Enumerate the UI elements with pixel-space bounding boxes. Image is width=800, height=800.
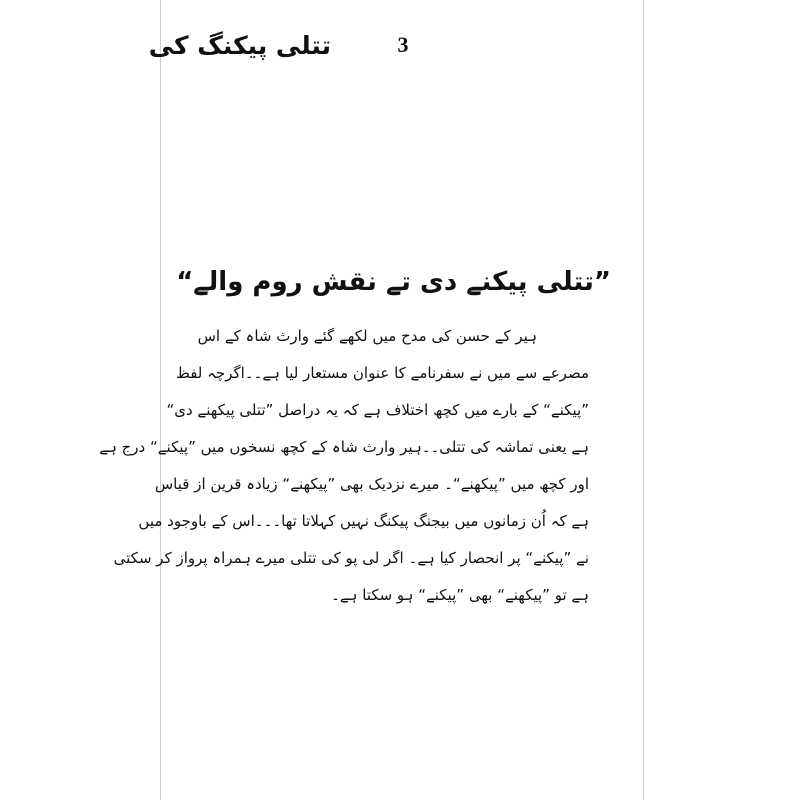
- paragraph-line: نے ”پیکنے“ پر انحصار کیا ہے۔ اگر لی پو کی تتلی میرے ہمراہ پرواز کر سکتی: [113, 549, 589, 567]
- paragraph-line: ہے یعنی تماشہ کی تتلی۔۔ہیر وارث شاہ کے کچھ نسخوں میں ”پیکنے“ درج ہے: [99, 438, 589, 456]
- running-header-title: تتلی پیکنگ کی: [148, 31, 331, 60]
- paragraph-line: ”پیکنے“ کے بارے میں کچھ اختلاف ہے کہ یہ دراصل ”تتلی پیکھنے دی“: [166, 401, 589, 419]
- paragraph-line: مصرعے سے میں نے سفرنامے کا عنوان مستعار لیا ہے۔۔اگرچہ لفظ: [175, 364, 589, 382]
- paragraph-line: اور کچھ میں ”پیکھنے“۔ میرے نزدیک بھی ”پیکھنے“ زیادہ قرین از قیاس: [154, 475, 589, 493]
- book-page: [99, 0, 644, 800]
- paragraph-line: ہے کہ اُن زمانوں میں بیجنگ پیکنگ نہیں کہلاتا تھا۔۔۔اس کے باوجود میں: [138, 512, 589, 530]
- paragraph-line: ہیر کے حسن کی مدح میں لکھے گئے وارث شاہ کے اس: [197, 327, 537, 345]
- page-number: 3: [397, 32, 409, 57]
- paragraph-line: ہے تو ”پیکھنے“ بھی ”پیکنے“ ہو سکتا ہے۔: [331, 586, 589, 604]
- chapter-heading: ”تتلی پیکنے دی تے نقش روم والے“: [176, 267, 611, 297]
- body-paragraph: [99, 318, 589, 614]
